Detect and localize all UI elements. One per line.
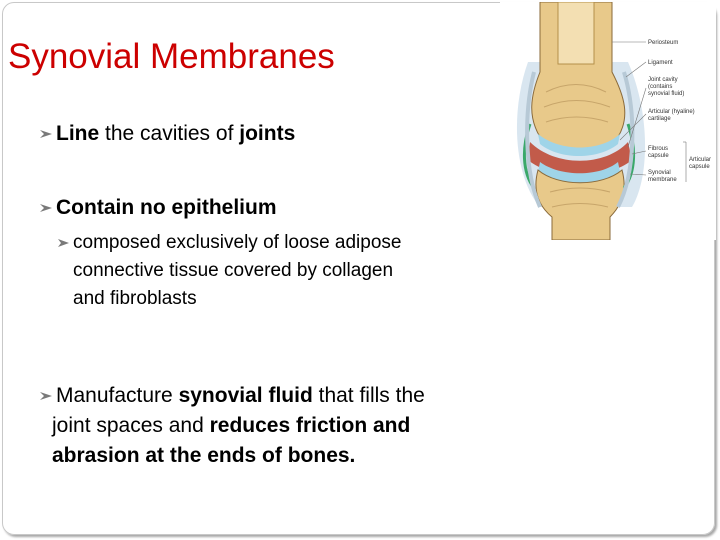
label-synovial-2: membrane (648, 177, 677, 183)
slide-title: Synovial Membranes (8, 37, 335, 76)
bullet-strong-friction: reduces friction and abrasion at the ends of bones. (52, 414, 411, 467)
bullet-text: the cavities of (99, 122, 240, 145)
label-joint-cavity-3: synovial fluid) (648, 91, 685, 97)
sub-bullet-arrow-icon (56, 229, 71, 266)
bullet-arrow-icon (38, 119, 54, 158)
bullet-no-epithelium (38, 193, 438, 223)
bullet-arrow-icon (38, 381, 54, 420)
label-joint-cavity-1: Joint cavity (648, 77, 678, 83)
synovial-joint-diagram (500, 2, 716, 240)
label-articular-cartilage-1: Articular (hyaline) (648, 109, 695, 115)
label-fibrous-1: Fibrous (648, 146, 669, 152)
bullet-strong-line: Line (56, 122, 100, 145)
label-articular-capsule-2: capsule (689, 164, 710, 170)
label-periosteum: Periosteum (648, 40, 679, 46)
label-joint-cavity-2: (contains (648, 84, 673, 90)
sub-bullet-text: composed exclusively of loose adipose connective tissue covered by collagen and fibroblasts (73, 232, 402, 309)
bullet-arrow-icon (38, 193, 54, 232)
label-articular-capsule-1: Articular (689, 157, 712, 163)
bullet-strong-synovial-fluid: synovial fluid (178, 384, 313, 407)
bullet-text: Manufacture (56, 384, 179, 407)
sub-bullet-composition (56, 229, 406, 313)
bullet-text-mid: that fills the joint spaces and (52, 384, 425, 437)
bullet-synovial-fluid (38, 381, 438, 471)
label-ligament: Ligament (648, 60, 673, 66)
bullet-text: Contain no epithelium (56, 196, 277, 219)
label-articular-cartilage-2: cartilage (648, 116, 671, 122)
label-fibrous-2: capsule (648, 153, 669, 159)
bullet-strong-joints: joints (239, 122, 296, 145)
label-synovial-1: Synovial (648, 170, 671, 176)
bullet-lines-cavities (38, 119, 438, 149)
